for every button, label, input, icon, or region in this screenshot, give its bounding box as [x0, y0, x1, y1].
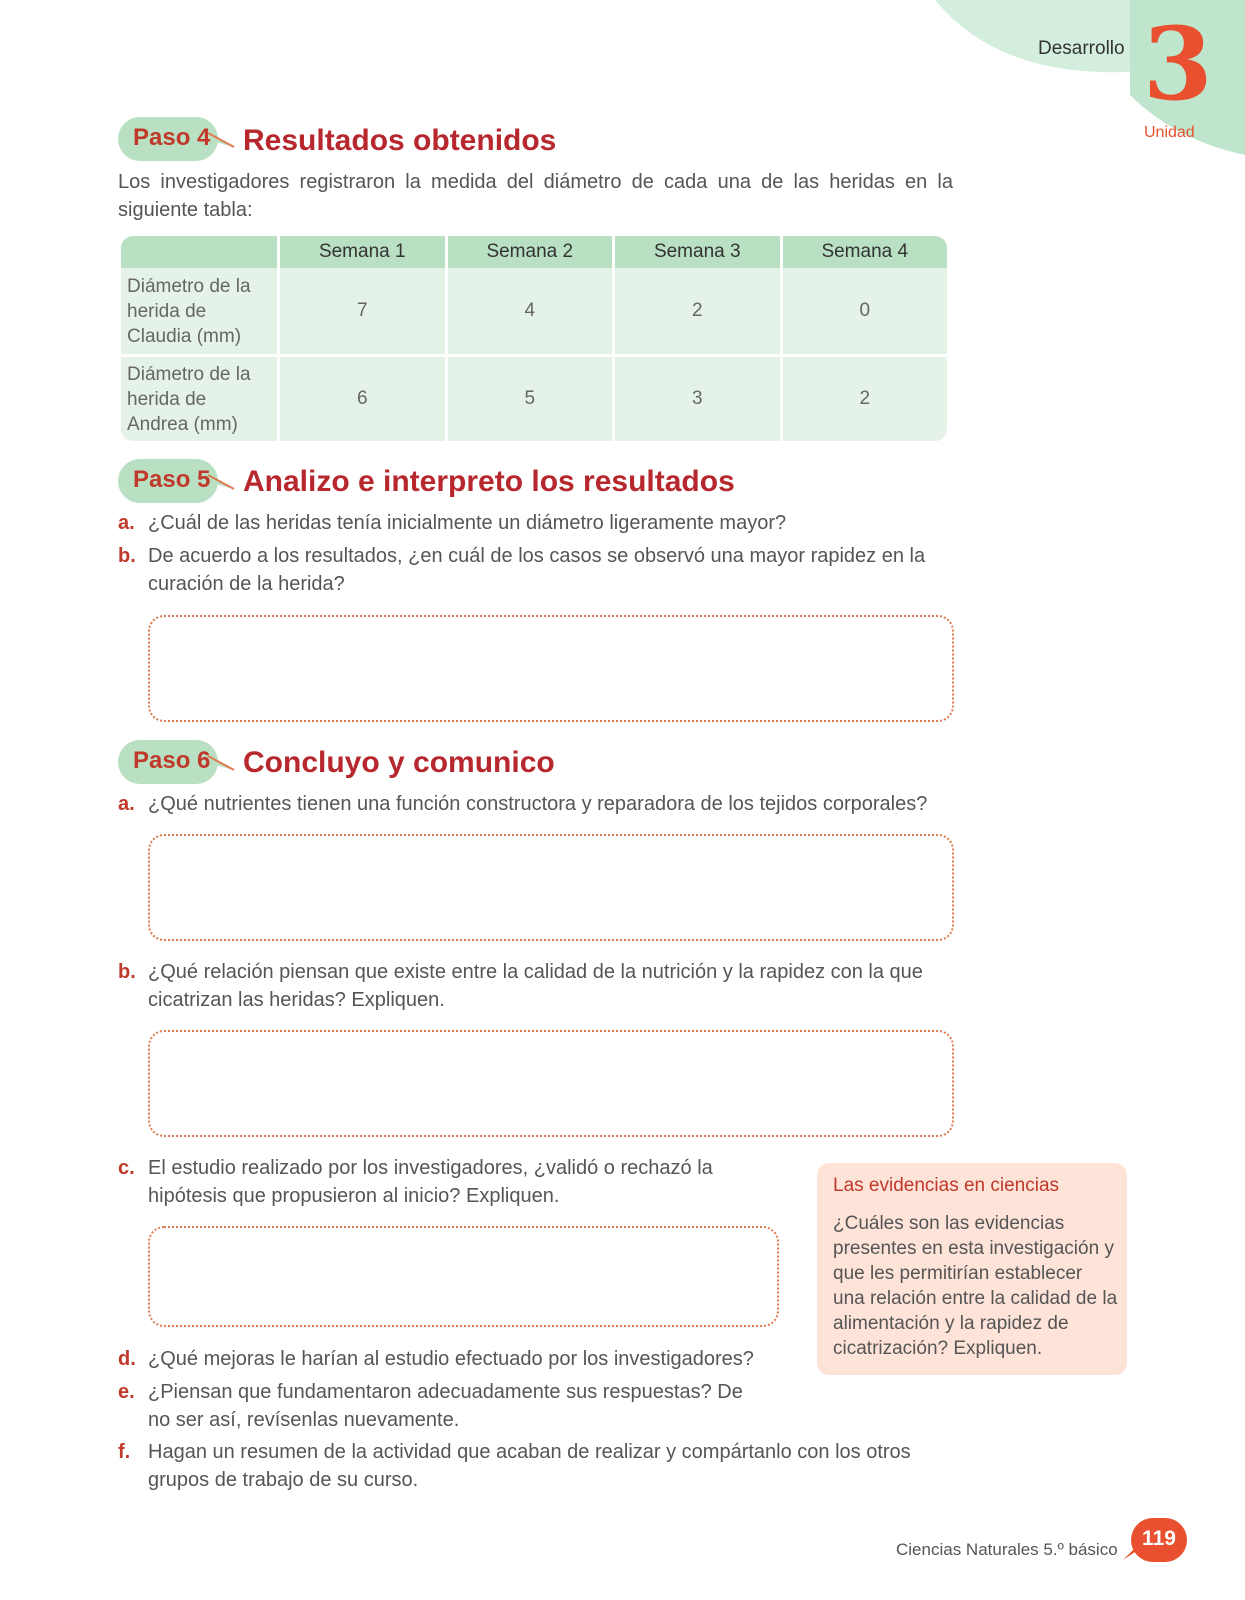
- step-5-title: Analizo e interpreto los resultados: [243, 465, 735, 498]
- speech-tail-icon: [206, 748, 236, 778]
- question-item: [118, 509, 958, 537]
- question-text: ¿Qué nutrientes tienen una función constructora y reparadora de los tejidos corporales?: [148, 793, 928, 815]
- question-text: El estudio realizado por los investigadores, ¿validó o rechazó la hipótesis que propusieron al inicio? Expliquen.: [148, 1157, 713, 1207]
- question-item: [118, 542, 958, 598]
- wound-diameter-table: [118, 236, 950, 441]
- question-letter: a.: [118, 793, 135, 815]
- evidence-note-box: [817, 1163, 1127, 1375]
- section-label: Desarrollo: [1038, 38, 1125, 59]
- unit-label: Unidad: [1144, 124, 1195, 141]
- book-title: Ciencias Naturales 5.º básico: [896, 1540, 1118, 1559]
- step-6-title: Concluyo y comunico: [243, 746, 555, 779]
- table-cell: 2: [615, 268, 780, 357]
- answer-box-step5[interactable]: [148, 615, 954, 722]
- question-item: [118, 1378, 763, 1434]
- table-cell: 0: [783, 268, 948, 357]
- speech-tail-icon: [206, 467, 236, 497]
- table-cell: 5: [448, 357, 613, 441]
- row-label: Diámetro de la herida de Andrea (mm): [121, 357, 277, 441]
- question-item: [118, 1154, 738, 1210]
- step-4-tag: Paso 4: [118, 117, 238, 161]
- question-text: ¿Piensan que fundamentaron adecuadamente sus respuestas? De no ser así, revísenlas nuevamente.: [148, 1381, 743, 1431]
- table-cell: 7: [280, 268, 445, 357]
- question-text: Hagan un resumen de la actividad que acaban de realizar y compártanlo con los otros grupos de trabajo de su curso.: [148, 1441, 911, 1491]
- table-cell: 6: [280, 357, 445, 441]
- table-header-cell: [121, 236, 277, 268]
- question-letter: b.: [118, 961, 136, 983]
- table-header-row: [121, 236, 947, 268]
- question-text: ¿Qué mejoras le harían al estudio efectuado por los investigadores?: [148, 1348, 754, 1370]
- row-label: Diámetro de la herida de Claudia (mm): [121, 268, 277, 357]
- question-item: [118, 958, 958, 1014]
- question-text: ¿Cuál de las heridas tenía inicialmente un diámetro ligeramente mayor?: [148, 512, 787, 534]
- page-number: 119: [1131, 1518, 1187, 1562]
- table-header-cell: Semana 1: [280, 236, 445, 268]
- question-item: [118, 1345, 798, 1373]
- answer-box-6b[interactable]: [148, 1030, 954, 1137]
- note-text: ¿Cuáles son las evidencias presentes en esta investigación y que les permitirían establecer una relación entre la calidad de la alimentación y la rapidez de cicatrización? Expliquen.: [833, 1213, 1118, 1359]
- step-4-title: Resultados obtenidos: [243, 124, 557, 157]
- table-row: [121, 268, 947, 357]
- question-item: [118, 1438, 958, 1494]
- question-letter: d.: [118, 1348, 136, 1370]
- table-header-cell: Semana 3: [615, 236, 780, 268]
- table-header-cell: Semana 4: [783, 236, 948, 268]
- step-4-intro: Los investigadores registraron la medida del diámetro de cada una de las heridas en la siguiente tabla:: [118, 171, 953, 221]
- question-letter: b.: [118, 545, 136, 567]
- answer-box-6c[interactable]: [148, 1226, 779, 1327]
- step-5-tag: Paso 5: [118, 459, 238, 503]
- question-letter: a.: [118, 512, 135, 534]
- table-cell: 4: [448, 268, 613, 357]
- table-header-cell: Semana 2: [448, 236, 613, 268]
- speech-tail-icon: [206, 125, 236, 155]
- unit-number: 3: [1143, 5, 1213, 123]
- step-6-tag: Paso 6: [118, 740, 238, 784]
- question-letter: f.: [118, 1441, 131, 1463]
- question-item: [118, 790, 958, 818]
- note-title: Las evidencias en ciencias: [833, 1175, 1060, 1196]
- answer-box-6a[interactable]: [148, 834, 954, 941]
- question-text: ¿Qué relación piensan que existe entre la calidad de la nutrición y la rapidez con la que cicatrizan las heridas? Expliquen.: [148, 961, 923, 1011]
- table-cell: 2: [783, 357, 948, 441]
- table-cell: 3: [615, 357, 780, 441]
- question-letter: c.: [118, 1157, 135, 1179]
- table-row: [121, 357, 947, 441]
- question-text: De acuerdo a los resultados, ¿en cuál de los casos se observó una mayor rapidez en la curación de la herida?: [148, 545, 926, 595]
- question-letter: e.: [118, 1381, 135, 1403]
